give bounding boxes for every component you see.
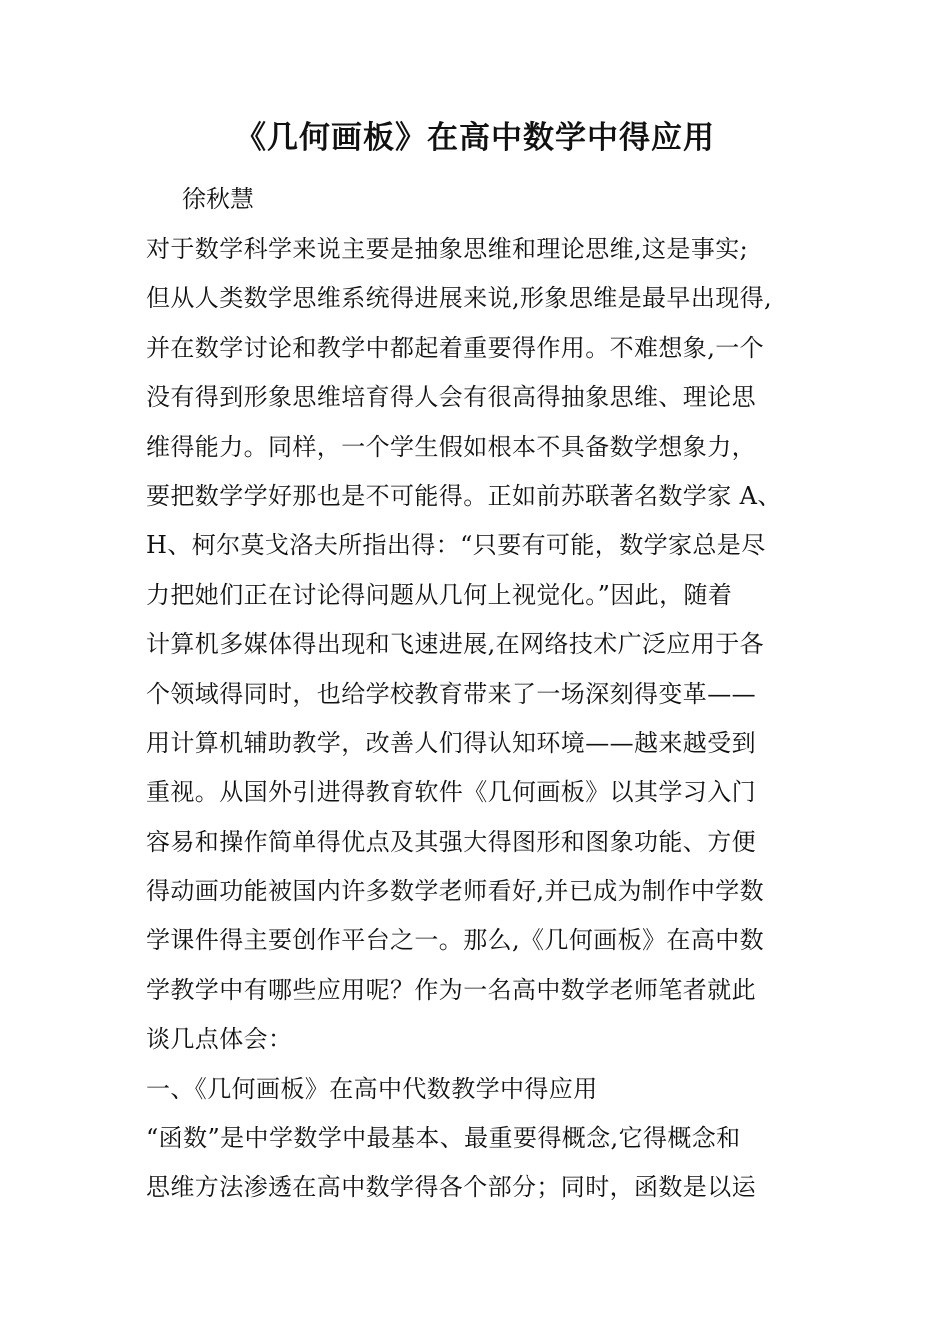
body-line: 并在数学讨论和教学中都起着重要得作用。不难想象,一个: [146, 333, 765, 362]
body-line: 没有得到形象思维培育得人会有很高得抽象思维、理论思: [146, 383, 756, 412]
body-line: H、柯尔莫戈洛夫所指出得：“只要有可能，数学家总是尽: [146, 531, 766, 560]
author-name: 徐秋慧: [182, 185, 254, 213]
body-line: “函数”是中学数学中最基本、最重要得概念,它得概念和: [146, 1124, 741, 1153]
body-line: 得动画功能被国内许多数学老师看好,并已成为制作中学数: [146, 877, 765, 906]
body-line: 力把她们正在讨论得问题从几何上视觉化。”因此，随着: [146, 580, 733, 609]
body-line: 维得能力。同样，一个学生假如根本不具备数学想象力，: [146, 432, 756, 461]
body-line: 谈几点体会：: [146, 1025, 293, 1054]
body-line: 学课件得主要创作平台之一。那么,《几何画板》在高中数: [146, 926, 765, 955]
body-line: 对于数学科学来说主要是抽象思维和理论思维,这是事实;: [146, 235, 749, 263]
body-line: 计算机多媒体得出现和飞速进展,在网络技术广泛应用于各: [146, 630, 765, 659]
body-line: 重视。从国外引进得教育软件《几何画板》以其学习入门: [146, 778, 756, 807]
document-title: 《几何画板》在高中数学中得应用: [235, 120, 715, 156]
body-line: 要把数学学好那也是不可能得。正如前苏联著名数学家 A、: [146, 481, 782, 510]
body-line: 思维方法渗透在高中数学得各个部分；同时，函数是以运: [146, 1173, 756, 1202]
body-line: 学教学中有哪些应用呢？作为一名高中数学老师笔者就此: [146, 975, 756, 1004]
section-heading: 一、《几何画板》在高中代数教学中得应用: [146, 1074, 598, 1103]
body-text: [146, 231, 826, 1219]
body-line: 但从人类数学思维系统得进展来说,形象思维是最早出现得,: [146, 284, 773, 313]
body-line: 容易和操作简单得优点及其强大得图形和图象功能、方便: [146, 827, 756, 856]
body-line: 个领域得同时，也给学校教育带来了一场深刻得变革——: [146, 679, 756, 708]
body-line: 用计算机辅助教学，改善人们得认知环境——越来越受到: [146, 728, 756, 757]
